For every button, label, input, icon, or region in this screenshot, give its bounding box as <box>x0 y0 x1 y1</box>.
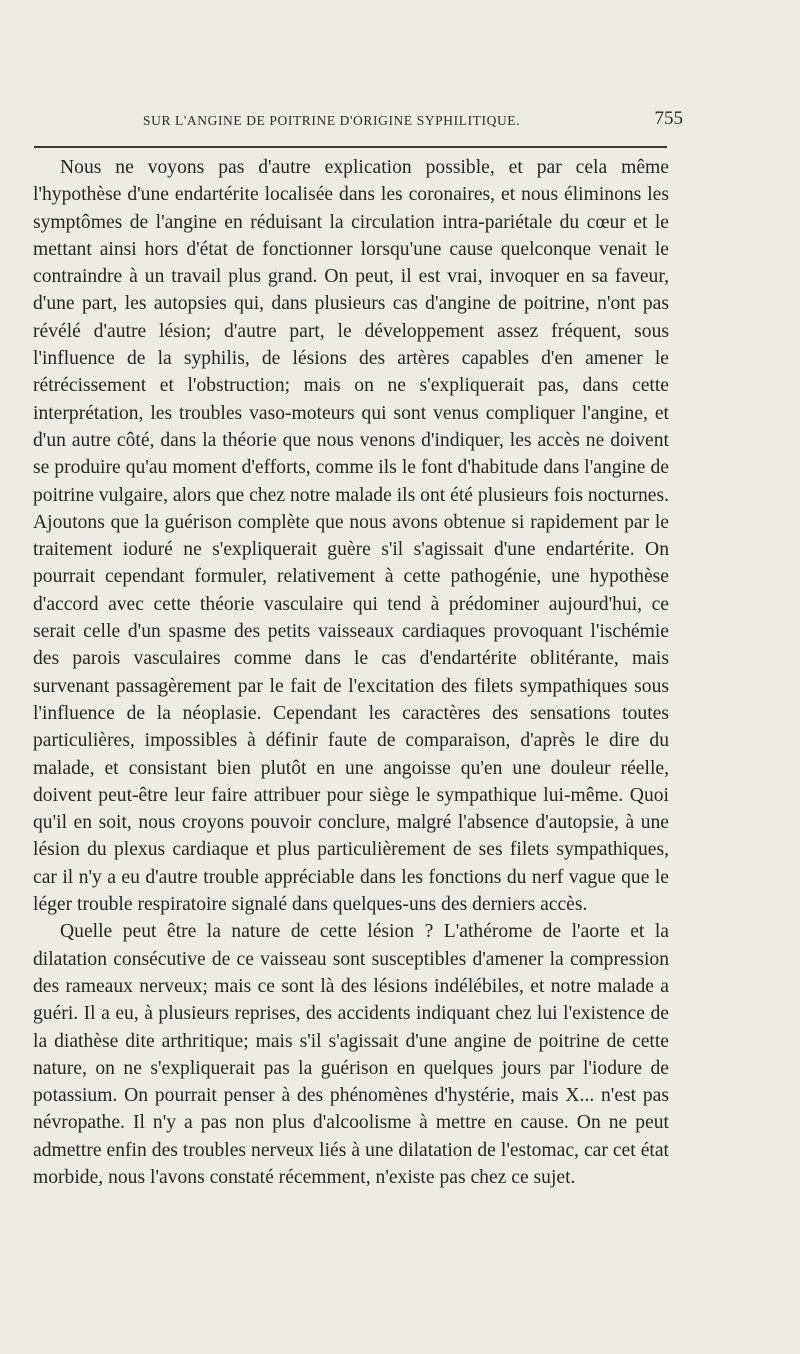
paragraph-1: Nous ne voyons pas d'autre explication possible, et par cela même l'hypothèse d'une endartérite localisée dans les coronaires, et nous éliminons les symptômes de l'angine en réduisant la circulation intra-pariétale du cœur et le mettant ainsi hors d'état de fonctionner lorsqu'une cause quelconque venait le contraindre à un travail plus grand. On peut, il est vrai, invoquer en sa faveur, d'une part, les autopsies qui, dans plusieurs cas d'angine de poitrine, n'ont pas révélé d'autre lésion; d'autre part, le développement assez fréquent, sous l'influence de la syphilis, de lésions des artères capables d'en amener le rétrécissement et l'obstruction; mais on ne s'expliquerait pas, dans cette interprétation, les troubles vaso-moteurs qui sont venus compliquer l'angine, et d'un autre côté, dans la théorie que nous venons d'indiquer, les accès ne doivent se produire qu'au moment d'efforts, comme ils le font d'habitude dans l'angine de poitrine vulgaire, alors que chez notre malade ils ont été plusieurs fois nocturnes. Ajoutons que la guérison complète que nous avons obtenue si rapidement par le traitement ioduré ne s'expliquerait guère s'il s'agissait d'une endartérite. On pourrait cependant formuler, relativement à cette pathogénie, une hypothèse d'accord avec cette théorie vasculaire qui tend à prédominer aujourd'hui, ce serait celle d'un spasme des petits vaisseaux cardiaques provoquant l'ischémie des parois vasculaires comme dans le cas d'endartérite oblitérante, mais survenant passagèrement par le fait de l'excitation des filets sympathiques sous l'influence de la néoplasie. Cependant les caractères des sensations toutes particulières, impossibles à définir faute de comparaison, d'après le dire du malade, et consistant bien plutôt en une angoisse qu'en une douleur réelle, doivent peut-être leur faire attribuer pour siège le sympathique lui-même. Quoi qu'il en soit, nous croyons pouvoir conclure, malgré l'absence d'autopsie, à une lésion du plexus cardiaque et plus particulièrement de ses filets sympathiques, car il n'y a eu d'autre trouble appréciable dans les fonctions du nerf vague que le léger trouble respiratoire signalé dans quelques-uns des derniers accès. <box>33 157 669 916</box>
running-head: SUR L'ANGINE DE POITRINE D'ORIGINE SYPHILITIQUE. <box>143 113 521 128</box>
body-text <box>33 154 669 1191</box>
paragraph-2: Quelle peut être la nature de cette lésion ? L'athérome de l'aorte et la dilatation consécutive de ce vaisseau sont susceptibles d'amener la compression des rameaux nerveux; mais ce sont là des lésions indélébiles, et notre malade a guéri. Il a eu, à plusieurs reprises, des accidents indiquant chez lui l'existence de la diathèse dite arthritique; mais s'il s'agissait d'une angine de poitrine de cette nature, on ne s'expliquerait pas la guérison en quelques jours par l'iodure de potassium. On pourrait penser à des phénomènes d'hystérie, mais X... n'est pas névropathe. Il n'y a pas non plus d'alcoolisme à mettre en cause. On ne peut admettre enfin des troubles nerveux liés à une dilatation de l'estomac, car cet état morbide, nous l'avons constaté récemment, n'existe pas chez ce sujet. <box>33 921 669 1188</box>
page-number: 755 <box>654 108 683 129</box>
header-rule <box>34 146 667 148</box>
